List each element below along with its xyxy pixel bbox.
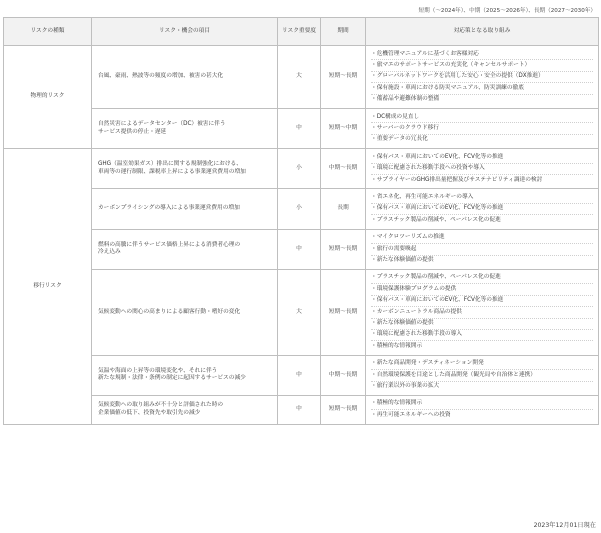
measure-item: ・ 旅行の需要喚起 — [371, 243, 593, 254]
column-header: 期間 — [321, 18, 366, 46]
table-header-row — [4, 18, 599, 46]
risk-item-cell — [92, 355, 278, 395]
measure-item: ・ マイクロツーリズムの推進 — [371, 233, 593, 243]
importance-cell: 小 — [278, 189, 321, 229]
risk-item-text: 冷え込み — [98, 249, 121, 256]
table-row — [4, 46, 599, 109]
measures-cell — [366, 109, 599, 149]
column-header: リスクの種類 — [4, 18, 92, 46]
measure-item: ・ カーボンニュートラル商品の提供 — [371, 306, 593, 317]
risk-item-text: 気候変動への関心の高まりによる顧客行動・嗜好の変化 — [98, 308, 241, 315]
measure-item: ・ サーバーのクラウド移行 — [371, 122, 593, 133]
measure-item: ・ 環境に配慮された移動手段の導入 — [371, 329, 593, 340]
risk-item-text: 企業価値の低下、投資先や取引先の減少 — [98, 409, 201, 416]
risk-item-text: 車両等の運行制限、課税率上昇による事業運営費用の増加 — [98, 168, 246, 175]
measure-item: ・ DC構成の見直し — [371, 112, 593, 122]
risk-item-text: 自然災害によるデータセンター（DC）被害に伴う — [98, 121, 226, 128]
column-header: リスク・機会の項目 — [92, 18, 278, 46]
importance-cell: 中 — [278, 355, 321, 395]
climate-risk-table — [3, 17, 599, 425]
risk-type-cell: 移行リスク — [4, 149, 92, 425]
measures-cell — [366, 229, 599, 269]
importance-cell: 中 — [278, 229, 321, 269]
measure-item: ・ 新たな体験価値の提供 — [371, 318, 593, 329]
risk-item-cell — [92, 109, 278, 149]
risk-item-cell — [92, 395, 278, 424]
risk-item-cell — [92, 149, 278, 189]
measure-item: ・ サプライヤーのGHG排出量把握及びサステナビリティ調達の検討 — [371, 174, 593, 185]
period-cell: 短期〜長期 — [321, 269, 366, 355]
measure-item: ・ 再生可能エネルギーへの投資 — [371, 409, 593, 420]
measure-item: ・ 積極的な情報開示 — [371, 399, 593, 409]
measure-item: ・ 新たな体験価値の提供 — [371, 255, 593, 266]
measure-item: ・ グローバルネットワークを活用した安心・安全の提供（DX推進） — [371, 71, 593, 82]
table-row — [4, 109, 599, 149]
measure-item: ・ 省エネ化、再生可能エネルギーの導入 — [371, 192, 593, 202]
risk-type-cell: 物理的リスク — [4, 46, 92, 149]
importance-cell: 中 — [278, 395, 321, 424]
measures-cell — [366, 355, 599, 395]
risk-item-text: GHG（温室効果ガス）排出に関する規制強化における、 — [98, 161, 242, 168]
risk-item-text: 新たな規制・法律・条例の制定に起因するサービスの減少 — [98, 375, 246, 382]
measure-item: ・ 保有バス・車両においてのEV化、FCV化等の推進 — [371, 295, 593, 306]
risk-item-cell — [92, 189, 278, 229]
period-cell: 中期〜長期 — [321, 355, 366, 395]
table-row — [4, 229, 599, 269]
risk-item-text: 気温や海面の上昇等の環境変化や、それに伴う — [98, 367, 218, 374]
measure-item: ・ 自然環境保護を目途とした商品開発（観光局や自治体と連携） — [371, 369, 593, 380]
measure-item: ・ 積極的な情報開示 — [371, 340, 593, 351]
risk-item-text: 燃料の高騰に伴うサービス価格上昇による消費者心理の — [98, 241, 241, 248]
measure-item: ・ 重要データの冗長化 — [371, 134, 593, 145]
table-row — [4, 395, 599, 424]
table-row — [4, 149, 599, 189]
measure-item: ・ プラスチック製品の削減や、ペーパレス化の促進 — [371, 214, 593, 225]
importance-cell: 大 — [278, 269, 321, 355]
table-row — [4, 189, 599, 229]
measure-item: ・ 環境に配慮された移動手段への投資や導入 — [371, 163, 593, 174]
column-header: リスク重要度 — [278, 18, 321, 46]
measure-item: ・ 保有バス・車両においてのEV化、FCV化等の推進 — [371, 203, 593, 214]
column-header: 対応策となる取り組み — [366, 18, 599, 46]
measure-item: ・ 新たな商品開発・デスティネーション開発 — [371, 359, 593, 369]
period-cell: 短期〜長期 — [321, 229, 366, 269]
measure-item: ・ 保有バス・車両においてのEV化、FCV化等の推進 — [371, 152, 593, 162]
risk-item-cell — [92, 46, 278, 109]
measure-item: ・ 旅マエのサポートサービスの充実化（キャンセルサポート） — [371, 59, 593, 70]
as-of-date: 2023年12月01日現在 — [533, 522, 596, 529]
table-row — [4, 355, 599, 395]
risk-item-text: 台風、豪雨、熱波等の頻度の増加、被害の甚大化 — [98, 73, 224, 80]
period-cell: 中期〜長期 — [321, 149, 366, 189]
risk-item-text: 気候変動への取り組みが不十分と評価された時の — [98, 402, 224, 409]
measures-cell — [366, 46, 599, 109]
measure-item: ・ 環境保護体験プログラムの提供 — [371, 283, 593, 294]
importance-cell: 大 — [278, 46, 321, 109]
measures-cell — [366, 269, 599, 355]
measures-cell — [366, 189, 599, 229]
measure-item: ・ 保有施設・車両における防災マニュアル、防災訓練の徹底 — [371, 82, 593, 93]
measures-cell — [366, 395, 599, 424]
period-cell: 短期〜長期 — [321, 46, 366, 109]
importance-cell: 中 — [278, 109, 321, 149]
period-legend: 短期（〜2024年）、中期（2025〜2026年）、長期（2027〜2030年） — [418, 8, 596, 14]
measure-item: ・ 備蓄品や避難体制の整備 — [371, 94, 593, 105]
measures-cell — [366, 149, 599, 189]
period-cell: 短期〜長期 — [321, 395, 366, 424]
period-cell: 長期 — [321, 189, 366, 229]
risk-item-text: カーボンプライシングの導入による事業運営費用の増加 — [98, 205, 240, 212]
risk-item-cell — [92, 269, 278, 355]
measure-item: ・ 旅行業以外の事業の拡大 — [371, 381, 593, 392]
importance-cell: 小 — [278, 149, 321, 189]
period-cell: 短期〜中期 — [321, 109, 366, 149]
table-row — [4, 269, 599, 355]
risk-item-cell — [92, 229, 278, 269]
measure-item: ・ 危機管理マニュアルに基づくお客様対応 — [371, 49, 593, 59]
risk-item-text: サービス提供の停止・遅延 — [98, 128, 167, 135]
measure-item: ・ プラスチック製品の削減や、ペーパレス化の促進 — [371, 273, 593, 283]
